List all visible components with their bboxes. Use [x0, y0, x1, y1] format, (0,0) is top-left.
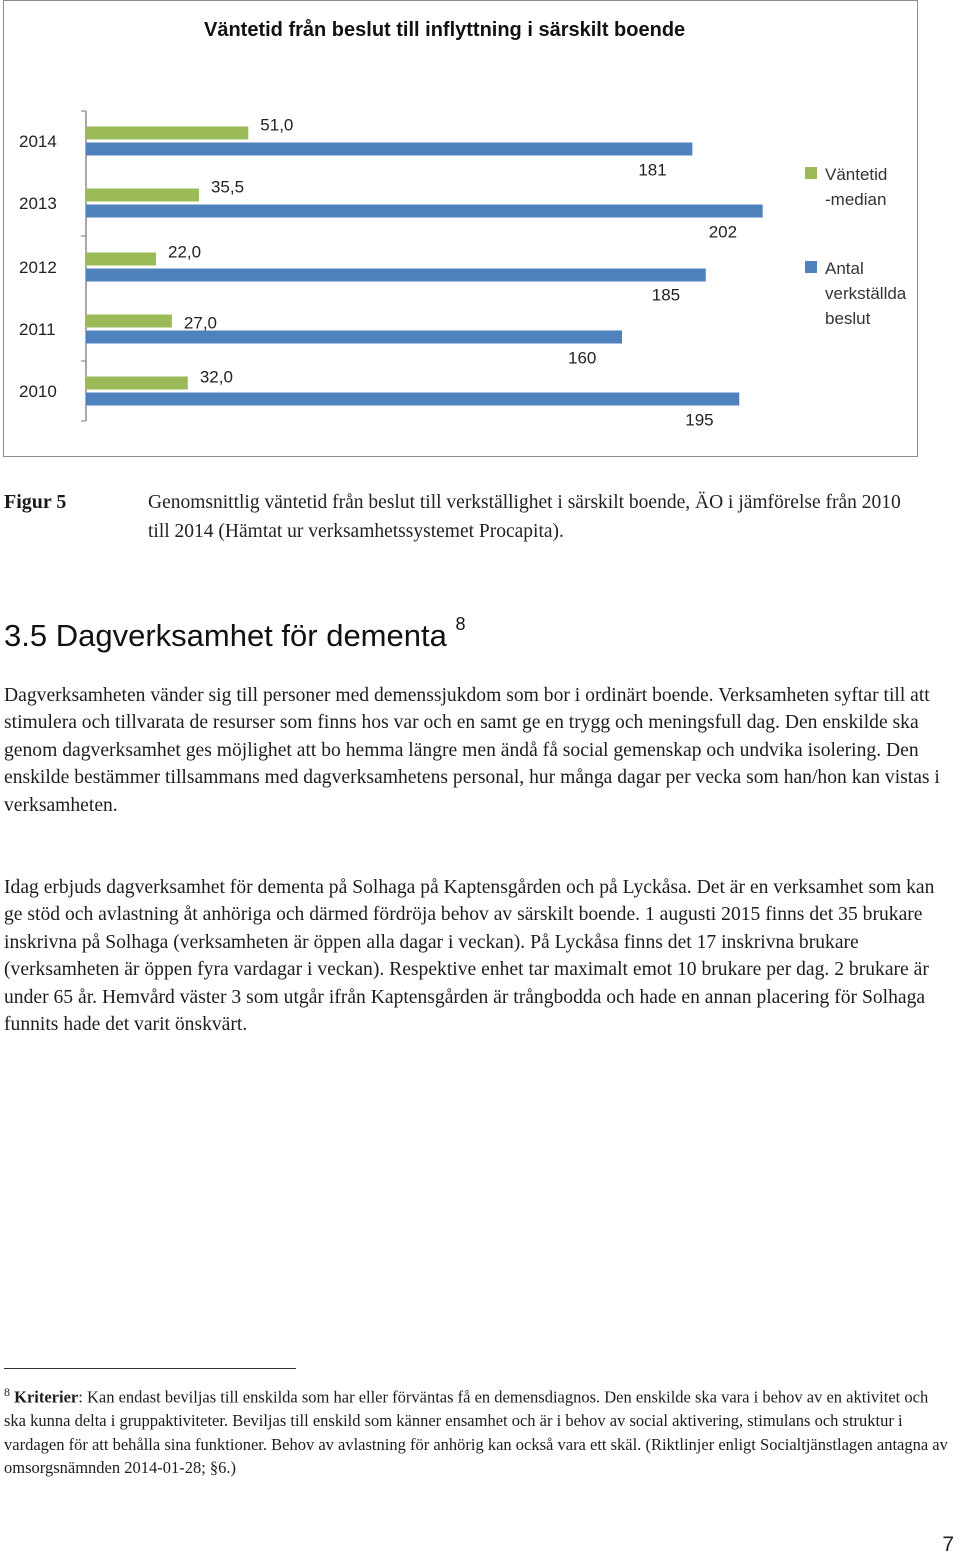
figure-label: Figur 5: [4, 491, 67, 513]
blue-square-icon: [805, 261, 817, 273]
category-label: 2012: [19, 258, 57, 277]
data-label: 185: [651, 285, 681, 305]
bar-waittime-median: [86, 377, 188, 390]
footnote-term: Kriterier: [14, 1387, 79, 1407]
bar-executed-decisions: [86, 143, 692, 156]
data-label: 32,0: [199, 367, 233, 387]
section-heading-text: 3.5 Dagverksamhet för dementa: [4, 618, 447, 653]
paragraph: Dagverksamheten vänder sig till personer med demenssjukdom som bor i ordinärt boende. Verksamheten syftar till att stimulera och tillvarata de resurser som finns hos var och en samt ge en trygg och meningsfull dag. Den enskilde ska genom dagverksamhet ges möjlighet att bo hemma längre men ändå få social gemenskap och undvika isolering. Den enskilde bestämmer tillsammans med dagverksamhetens personal, hur många dagar per vecka som han/hon kan vistas i verksamheten.: [4, 685, 940, 816]
footnote-number: 8: [4, 1385, 10, 1399]
data-label: 160: [568, 348, 597, 368]
legend-label: beslut: [825, 309, 871, 328]
chart-title: Väntetid från beslut till inflyttning i särskilt boende: [204, 19, 686, 41]
data-label: 27,0: [183, 313, 218, 333]
bar-waittime-median: [86, 189, 199, 202]
footnote-divider: [4, 1368, 296, 1369]
footnote: [4, 1381, 952, 1480]
category-label: 2011: [19, 320, 56, 339]
legend-label: verkställda: [825, 284, 907, 303]
section-heading: [4, 614, 466, 654]
paragraph: Idag erbjuds dagverksamhet för dementa på Solhaga på Kaptensgården och på Lyckåsa. Det är en verksamhet som kan ge stöd och avlastning åt anhöriga och därmed fördröja behov av särskilt boende. 1 augusti 2015 finns det 35 brukare inskrivna på Solhaga (verksamheten är öppen alla dagar i veckan). På Lyckåsa finns det 17 inskrivna brukare (verksamheten är öppen fyra vardagar i veckan). Respektive enhet tar maximalt emot 10 brukare per dag. 2 brukare är under 65 år. Hemvård väster 3 som utgår ifrån Kaptensgården är trångbodda och hade en annan placering för Solhaga funnits hade det varit önskvärt.: [4, 877, 935, 1036]
legend-label: Väntetid: [825, 165, 888, 184]
bar-waittime-median: [86, 127, 248, 140]
page-number: 7: [942, 1533, 954, 1556]
data-label: 35,5: [210, 177, 245, 197]
data-label: 51,0: [260, 115, 294, 135]
legend-label: -median: [825, 190, 887, 209]
figure-caption: Genomsnittlig väntetid från beslut till verkställighet i särskilt boende, ÄO i jämförelse från 2010 till 2014 (Hämtat ur verksamhetssystemet Procapita).: [148, 492, 901, 542]
data-label: 181: [638, 160, 667, 180]
category-label: 2014: [19, 132, 57, 151]
footnote-reference[interactable]: 8: [455, 614, 466, 634]
bar-executed-decisions: [86, 269, 706, 282]
data-label: 22,0: [168, 242, 202, 262]
bar-executed-decisions: [86, 205, 763, 218]
category-label: 2010: [19, 382, 57, 401]
bar-waittime-median: [86, 315, 172, 328]
bar-waittime-median: [86, 253, 156, 266]
chart-container: [3, 0, 918, 457]
legend-label: Antal: [825, 259, 864, 278]
bar-chart: [4, 1, 919, 458]
bar-executed-decisions: [86, 393, 739, 406]
category-label: 2013: [19, 194, 57, 213]
footnote-text: : Kan endast beviljas till enskilda som har eller förväntas få en demensdiagnos. Den enskilde ska vara i behov av en aktivitet och ska kunna delta i gruppaktiviteter. Beviljas till enskild som känner ensamhet och är i behov av social aktivering, stimulans och struktur i vardagen för att behålla sina funktioner. Behov av avlastning för anhörig kan också vara ett skäl. (Riktlinjer enligt Socialtjänstlagen antagna av omsorgsnämnden 2014-01-28; §6.): [4, 1387, 948, 1477]
data-label: 195: [685, 410, 714, 430]
green-square-icon: [805, 167, 817, 179]
bar-executed-decisions: [86, 331, 622, 344]
data-label: 202: [708, 222, 738, 242]
